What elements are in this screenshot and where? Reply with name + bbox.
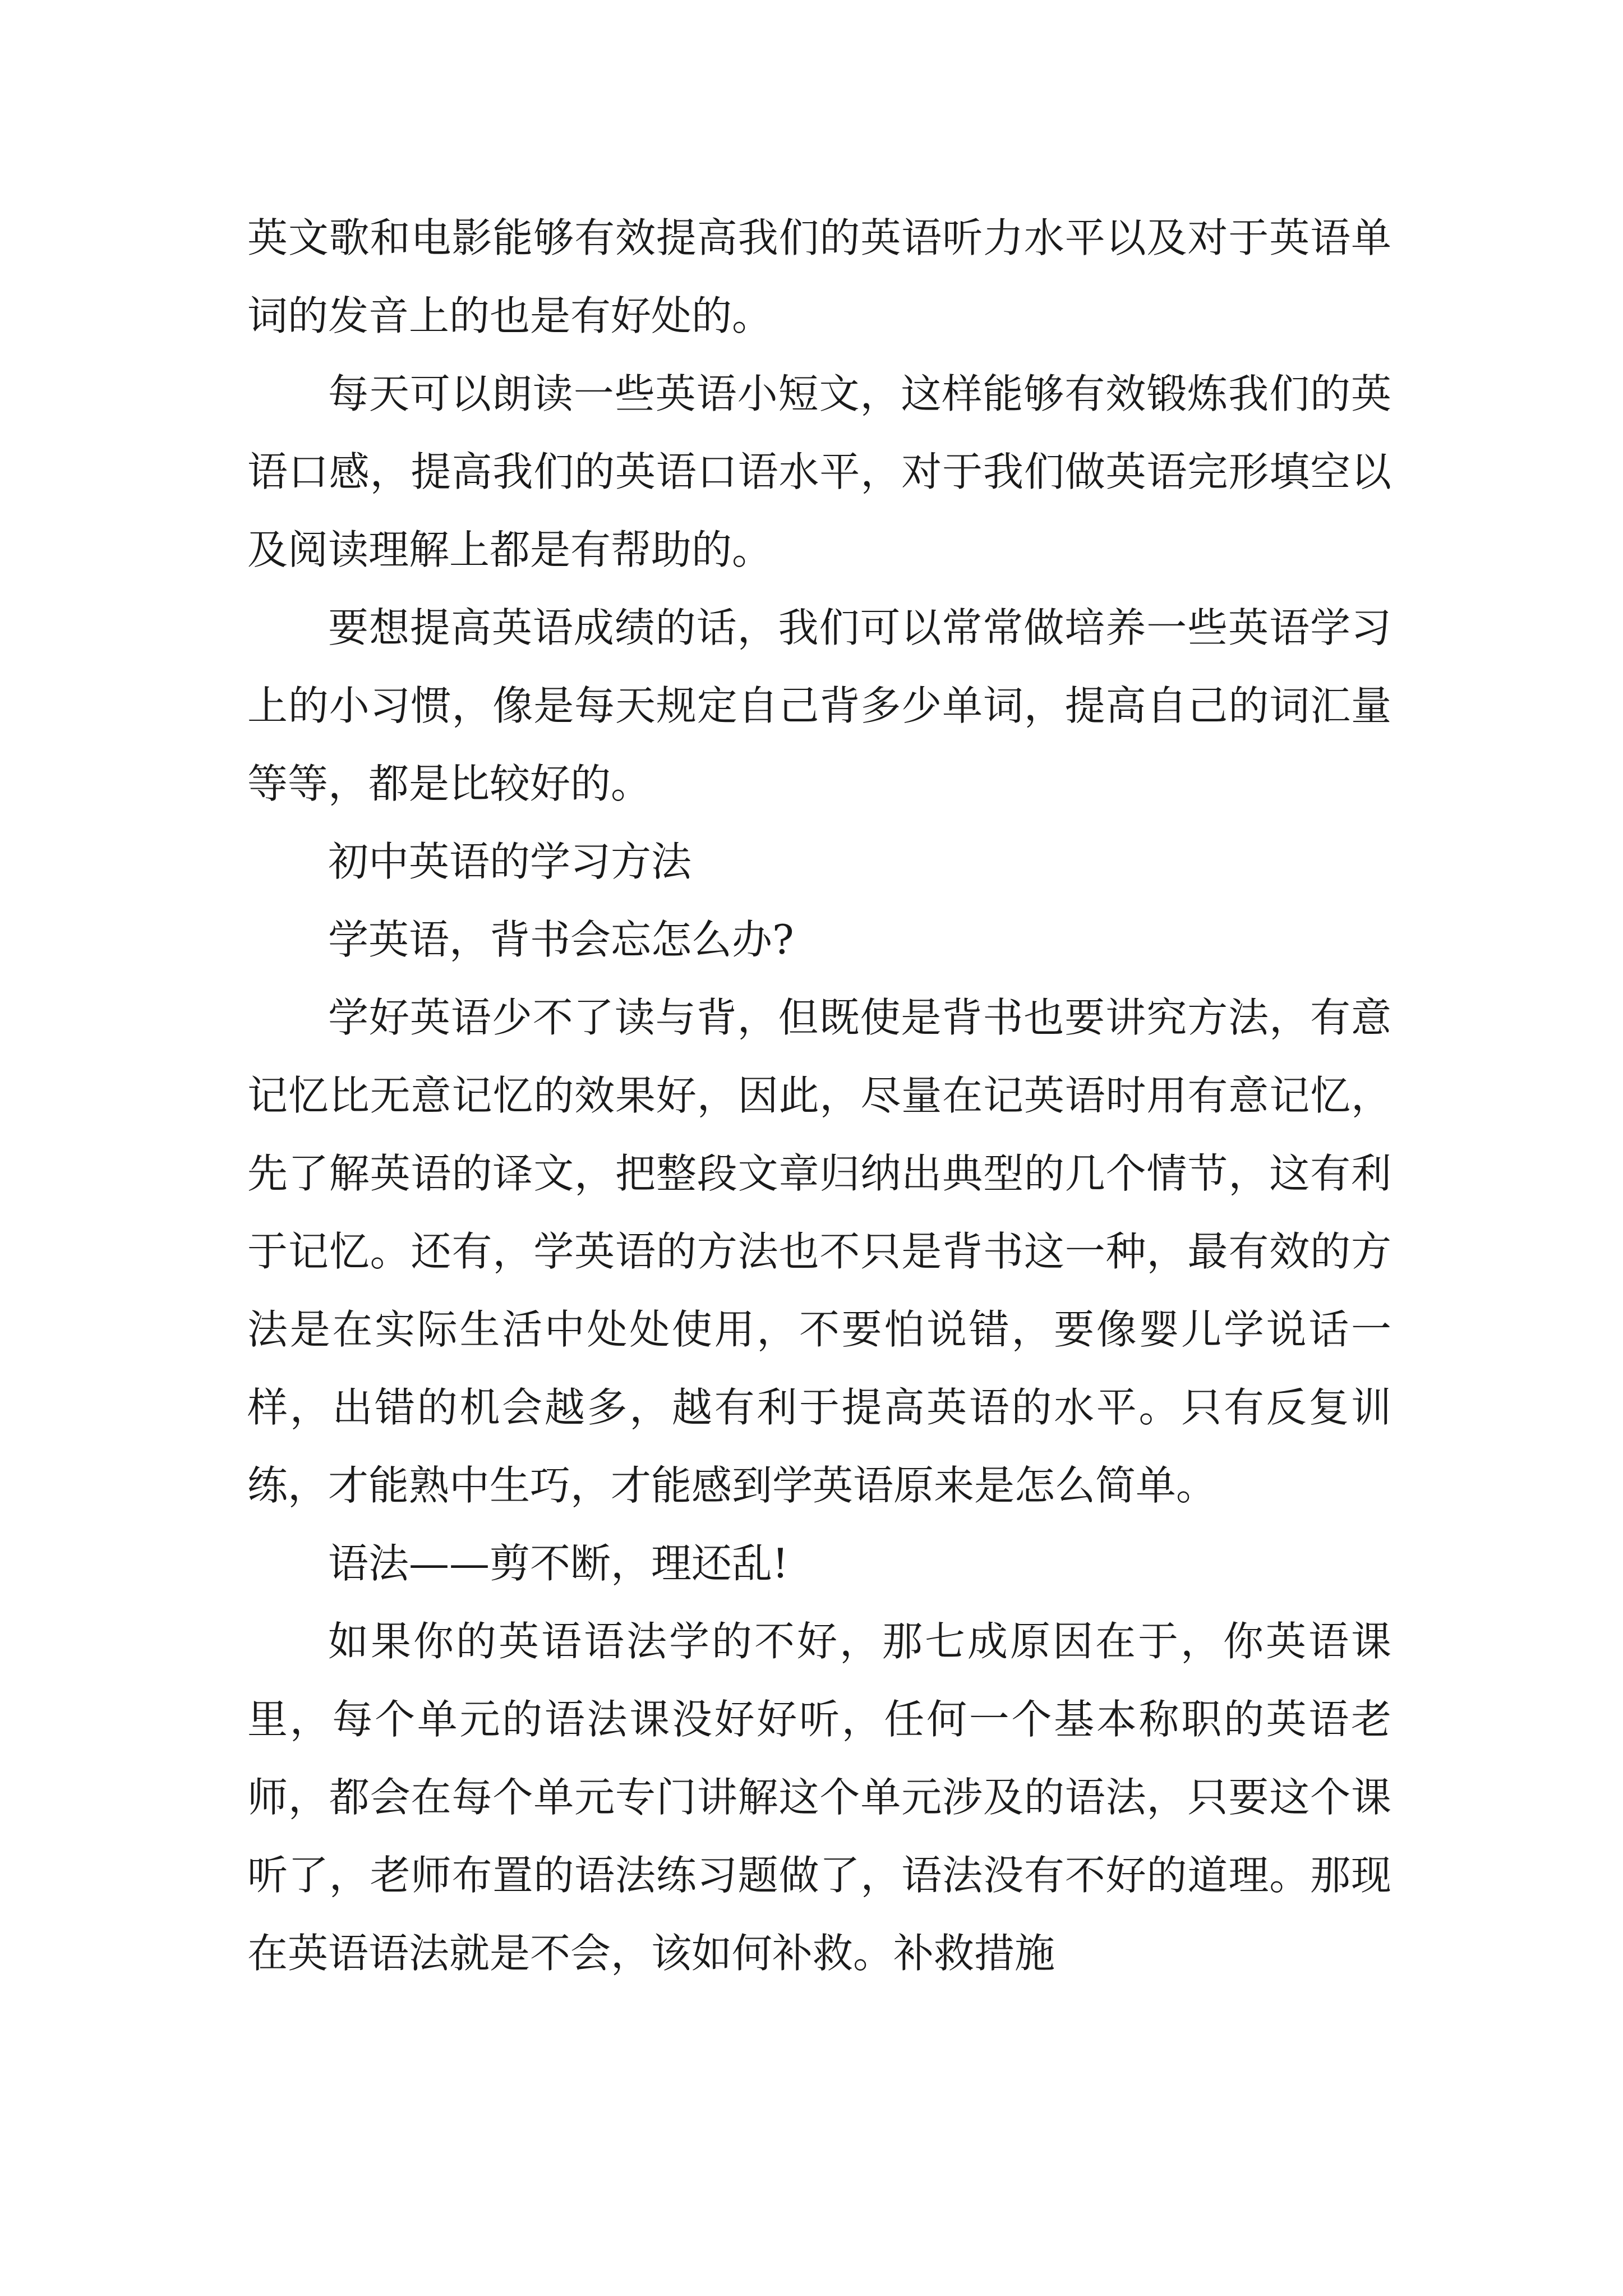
paragraph-3: 要想提高英语成绩的话，我们可以常常做培养一些英语学习上的小习惯，像是每天规定自己背多少单词，提高自己的词汇量等等，都是比较好的。 <box>247 604 1391 807</box>
document-body <box>247 199 1391 1993</box>
subheading-memorization: 学英语，背书会忘怎么办? <box>328 916 794 963</box>
subheading-grammar: 语法——剪不断，理还乱! <box>328 1540 789 1587</box>
paragraph-grammar: 如果你的英语语法学的不好，那七成原因在于，你英语课里，每个单元的语法课没好好听，任何一个基本称职的英语老师，都会在每个单元专门讲解这个单元涉及的语法，只要这个课听了，老师布置的语法练习题做了，语法没有不好的道理。那现在英语语法就是不会，该如何补救。补救措施 <box>247 1618 1391 1977</box>
paragraph-1: 英文歌和电影能够有效提高我们的英语听力水平以及对于英语单词的发音上的也是有好处的。 <box>247 214 1391 339</box>
section-heading-learning-methods: 初中英语的学习方法 <box>328 838 692 885</box>
paragraph-2: 每天可以朗读一些英语小短文，这样能够有效锻炼我们的英语口感，提高我们的英语口语水平，对于我们做英语完形填空以及阅读理解上都是有帮助的。 <box>247 370 1391 573</box>
paragraph-memorization: 学好英语少不了读与背，但既使是背书也要讲究方法，有意记忆比无意记忆的效果好，因此，尽量在记英语时用有意记忆，先了解英语的译文，把整段文章归纳出典型的几个情节，这有利于记忆。还有，学英语的方法也不只是背书这一种，最有效的方法是在实际生活中处处使用，不要怕说错，要像婴儿学说话一样，出错的机会越多，越有利于提高英语的水平。只有反复训练，才能熟中生巧，才能感到学英语原来是怎么简单。 <box>247 994 1391 1509</box>
